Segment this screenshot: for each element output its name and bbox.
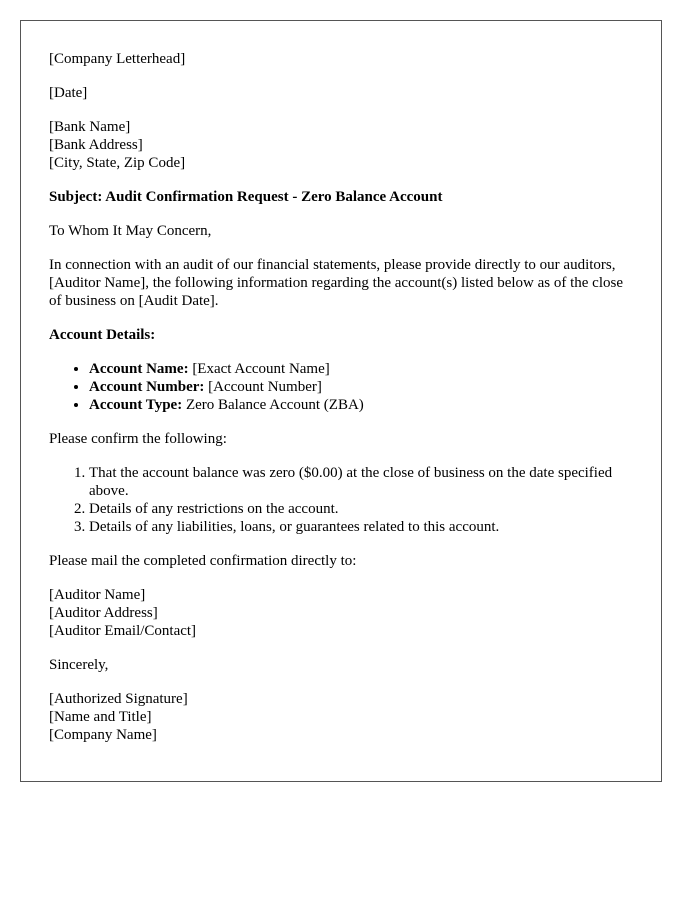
auditor-address	[49, 586, 633, 640]
company-letterhead: [Company Letterhead]	[49, 51, 186, 67]
account-details-list	[49, 360, 633, 414]
signer-company: [Company Name]	[49, 727, 157, 743]
confirm-item-liabilities: 3. Details of any liabilities, loans, or guarantees related to this account.	[89, 518, 633, 536]
salutation: To Whom It May Concern,	[49, 223, 212, 239]
confirm-list	[49, 464, 633, 536]
mail-intro: Please mail the completed confirmation directly to:	[49, 553, 357, 569]
account-number-value: [Account Number]	[204, 379, 322, 395]
confirm-intro: Please confirm the following:	[49, 431, 227, 447]
signature-block	[49, 690, 633, 744]
closing: Sincerely,	[49, 657, 109, 673]
auditor-name: [Auditor Name]	[49, 587, 146, 603]
bank-name: [Bank Name]	[49, 119, 131, 135]
confirm-item-balance: 1. That the account balance was zero ($0.00) at the close of business on the date specified above.	[89, 464, 633, 500]
confirm-item-restrictions: 2. Details of any restrictions on the account.	[89, 500, 633, 518]
account-name-value: [Exact Account Name]	[188, 361, 330, 377]
auditor-street-address: [Auditor Address]	[49, 605, 158, 621]
account-type-value: Zero Balance Account (ZBA)	[182, 397, 364, 413]
bank-address: [Bank Address]	[49, 137, 143, 153]
bank-city-state-zip: [City, State, Zip Code]	[49, 155, 186, 171]
list-item	[89, 360, 633, 378]
signer-name-title: [Name and Title]	[49, 709, 152, 725]
list-item	[89, 378, 633, 396]
account-details-heading: Account Details:	[49, 327, 156, 343]
subject-line: Subject: Audit Confirmation Request - Zero Balance Account	[49, 189, 443, 205]
letter-date: [Date]	[49, 85, 88, 101]
letter-page	[20, 20, 662, 782]
account-name-label: Account Name:	[89, 361, 189, 377]
list-item	[89, 396, 633, 414]
auditor-contact: [Auditor Email/Contact]	[49, 623, 197, 639]
authorized-signature: [Authorized Signature]	[49, 691, 188, 707]
recipient-address	[49, 118, 633, 172]
intro-paragraph: In connection with an audit of our financial statements, please provide directly to our auditors, [Auditor Name], the following information regarding the account(s) listed below as of the close of business on [Audit Date].	[49, 257, 623, 309]
account-number-label: Account Number:	[89, 379, 205, 395]
account-type-label: Account Type:	[89, 397, 183, 413]
